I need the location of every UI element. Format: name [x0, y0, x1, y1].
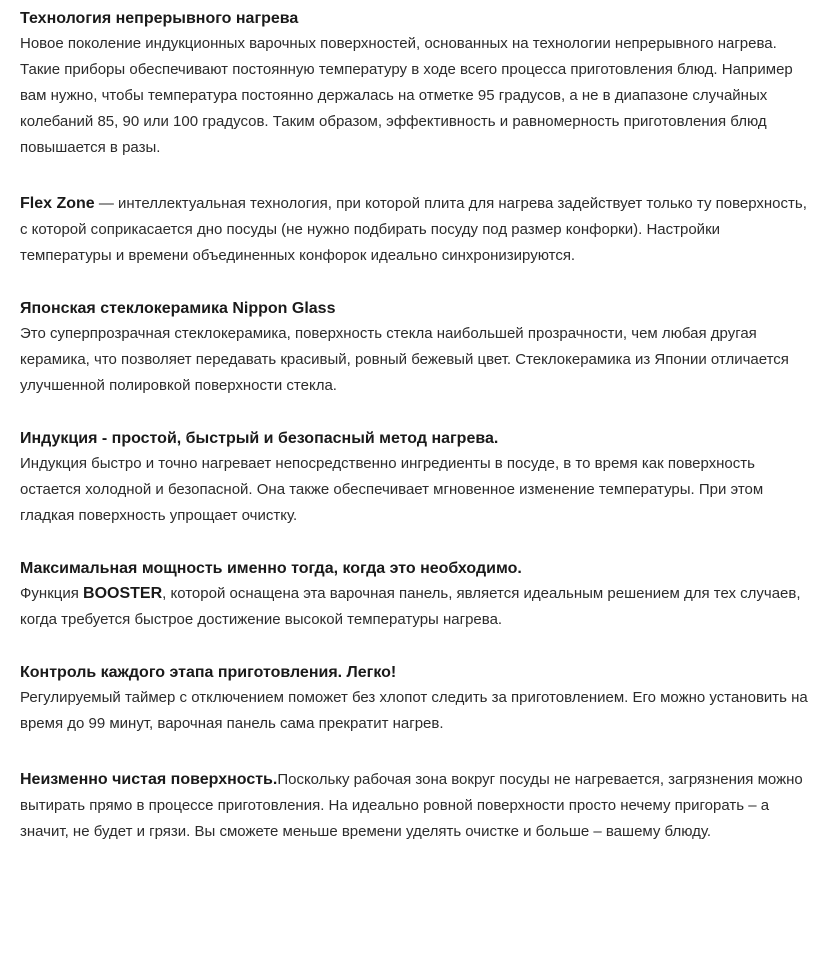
- section-induction: [20, 429, 812, 529]
- section-title: Максимальная мощность именно тогда, когда это необходимо.: [20, 560, 522, 577]
- section-text: Индукция быстро и точно нагревает непосредственно ингредиенты в посуде, в то время как поверхность остается холодной и безопасной. Она также обеспечивает мгновенное изменение температуры. При этом гладкая поверхность упрощает очистку.: [20, 455, 764, 524]
- section-title: Индукция - простой, быстрый и безопасный метод нагрева.: [20, 430, 499, 447]
- section-text: Новое поколение индукционных варочных поверхностей, основанных на технологии непрерывного нагрева. Такие приборы обеспечивают постоянную температуру в ходе всего процесса приготовления блюд. Например вам нужно, чтобы температура постоянно держалась на отметке 95 градусов, а не в диапазоне случайных колебаний 85, 90 или 100 градусов. Таким образом, эффективность и равномерность приготовления блюд повышается в разы.: [20, 35, 793, 156]
- section-paragraph: [20, 767, 812, 845]
- section-booster: [20, 559, 812, 633]
- section-timer: [20, 663, 812, 737]
- section-text: — интеллектуальная технология, при которой плита для нагрева задействует только ту поверхность, с которой соприкасается дно посуды (не нужно подбирать посуду под размер конфорки). Настройки температуры и времени объединенных конфорок идеально синхронизируются.: [20, 195, 807, 264]
- flex-zone-label: Flex Zone: [20, 195, 95, 212]
- section-title: Контроль каждого этапа приготовления. Легко!: [20, 664, 397, 681]
- section-title: Японская стеклокерамика Nippon Glass: [20, 300, 336, 317]
- clean-surface-label: Неизменно чистая поверхность.: [20, 771, 278, 788]
- booster-label: BOOSTER: [83, 585, 163, 602]
- section-nippon-glass: [20, 299, 812, 399]
- section-text: Поскольку рабочая зона вокруг посуды не нагревается, загрязнения можно вытирать прямо в процессе приготовления. На идеально ровной поверхности просто нечему пригорать – а значит, не будет и грязи. Вы сможете меньше времени уделять очистке и больше – вашему блюду.: [20, 771, 803, 840]
- section-continuous-heating: [20, 9, 812, 161]
- section-title: Технология непрерывного нагрева: [20, 10, 299, 27]
- section-flex-zone: [20, 191, 812, 269]
- section-paragraph: [20, 191, 812, 269]
- section-text-before: Функция: [20, 585, 84, 602]
- section-paragraph: [20, 581, 812, 633]
- section-text: Это суперпрозрачная стеклокерамика, поверхность стекла наибольшей прозрачности, чем любая другая керамика, что позволяет передавать красивый, ровный бежевый цвет. Стеклокерамика из Японии отличается улучшенной полировкой поверхности стекла.: [20, 325, 789, 394]
- section-text-after: , которой оснащена эта варочная панель, является идеальным решением для тех случаев, когда требуется быстрое достижение высокой температуры нагрева.: [20, 585, 801, 628]
- section-text: Регулируемый таймер с отключением поможет без хлопот следить за приготовлением. Его можно установить на время до 99 минут, варочная панель сама прекратит нагрев.: [20, 689, 808, 732]
- section-clean-surface: [20, 767, 812, 845]
